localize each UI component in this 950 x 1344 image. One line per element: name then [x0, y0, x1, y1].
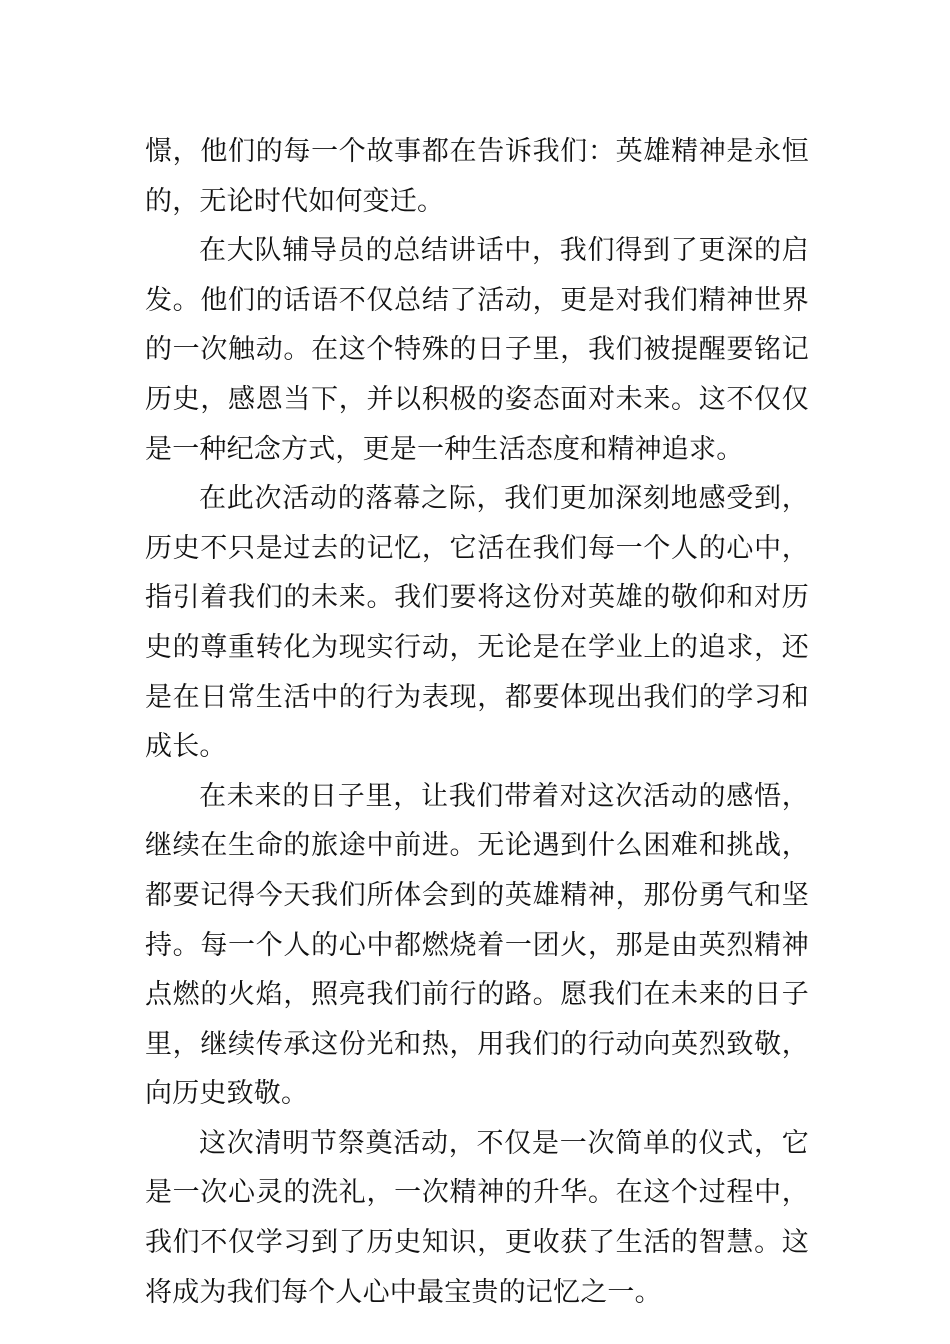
paragraph: 在未来的日子里，让我们带着对这次活动的感悟，继续在生命的旅途中前进。无论遇到什么困难和挑战，都要记得今天我们所体会到的英雄精神，那份勇气和坚持。每一个人的心中都燃烧着一团火，那是由英烈精神点燃的火焰，照亮我们前行的路。愿我们在未来的日子里，继续传承这份光和热，用我们的行动向英烈致敬，向历史致敬。 [145, 780, 809, 1110]
document-body [145, 127, 809, 1317]
paragraph: 在大队辅导员的总结讲话中，我们得到了更深的启发。他们的话语不仅总结了活动，更是对我们精神世界的一次触动。在这个特殊的日子里，我们被提醒要铭记历史，感恩当下，并以积极的姿态面对未来。这不仅仅是一种纪念方式，更是一种生活态度和精神追求。 [145, 235, 809, 465]
paragraph: 在此次活动的落幕之际，我们更加深刻地感受到，历史不只是过去的记忆，它活在我们每一个人的心中，指引着我们的未来。我们要将这份对英雄的敬仰和对历史的尊重转化为现实行动，无论是在学业上的追求，还是在日常生活中的行为表现，都要体现出我们的学习和成长。 [145, 483, 809, 763]
paragraph: 这次清明节祭奠活动，不仅是一次简单的仪式，它是一次心灵的洗礼，一次精神的升华。在这个过程中，我们不仅学习到了历史知识，更收获了生活的智慧。这将成为我们每个人心中最宝贵的记忆之一。 [145, 1127, 809, 1308]
paragraph-continuation: 憬，他们的每一个故事都在告诉我们：英雄精神是永恒的，无论时代如何变迁。 [145, 136, 809, 217]
